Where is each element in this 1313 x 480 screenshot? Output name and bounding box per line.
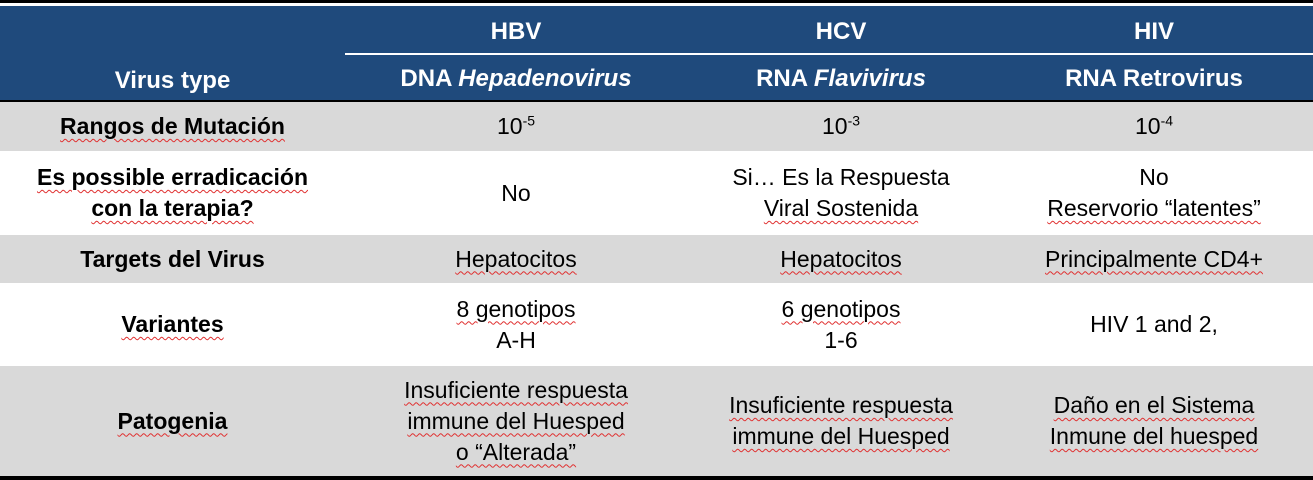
column-header-hcv: HCV — [815, 18, 867, 45]
mutation-rate-hiv: $10^{-4}$ — [1134, 112, 1174, 139]
variants-hcv: 6 genotipos 1-6 — [781, 295, 901, 353]
variants-hiv: HIV 1 and 2, — [1090, 311, 1218, 337]
eradication-hcv: Si… Es la Respuesta Viral Sostenida — [732, 164, 950, 221]
targets-hcv: Hepatocitos — [780, 245, 902, 272]
virus-type-hbv: DNA Hepadenovirus — [400, 65, 632, 92]
mutation-rate-hcv: $10^{-3}$ — [821, 112, 861, 139]
targets-hbv: Hepatocitos — [455, 245, 577, 272]
row-label: Variantes — [121, 311, 224, 337]
table-row-pathogenesis — [0, 366, 1313, 476]
column-header-hbv: HBV — [490, 18, 542, 45]
row-label: Patogenia — [117, 407, 228, 434]
virus-type-label: Virus type — [114, 67, 231, 94]
table-row-variants — [0, 283, 1313, 366]
table-header — [0, 6, 1313, 102]
row-label: Es possible erradicación con la terapia? — [36, 164, 308, 221]
virus-type-hcv: RNA Flavivirus — [756, 65, 926, 92]
eradication-hbv: No — [501, 179, 531, 206]
table-row-targets — [0, 235, 1313, 283]
pathogenesis-hcv: Insuficiente respuesta immune del Huesped — [729, 392, 953, 449]
pathogenesis-hbv: Insuficiente respuesta immune del Huesped o “Alterada” — [404, 376, 628, 465]
row-label: Rangos de Mutación — [60, 113, 285, 139]
table-row-eradication — [0, 151, 1313, 235]
column-header-hiv: HIV — [1133, 18, 1174, 45]
row-label: Targets del Virus — [80, 245, 265, 272]
virus-type-hiv: RNA Retrovirus — [1065, 65, 1243, 92]
pathogenesis-hiv: Daño en el Sistema Inmune del huesped — [1049, 392, 1259, 449]
header-divider — [345, 53, 1313, 55]
table-row-mutation-rate — [0, 102, 1313, 151]
eradication-hiv: No Reservorio “latentes” — [1047, 164, 1261, 221]
variants-hbv: 8 genotipos A-H — [456, 295, 576, 353]
mutation-rate-hbv: $10^{-5}$ — [496, 112, 536, 139]
targets-hiv: Principalmente CD4+ — [1045, 245, 1263, 272]
